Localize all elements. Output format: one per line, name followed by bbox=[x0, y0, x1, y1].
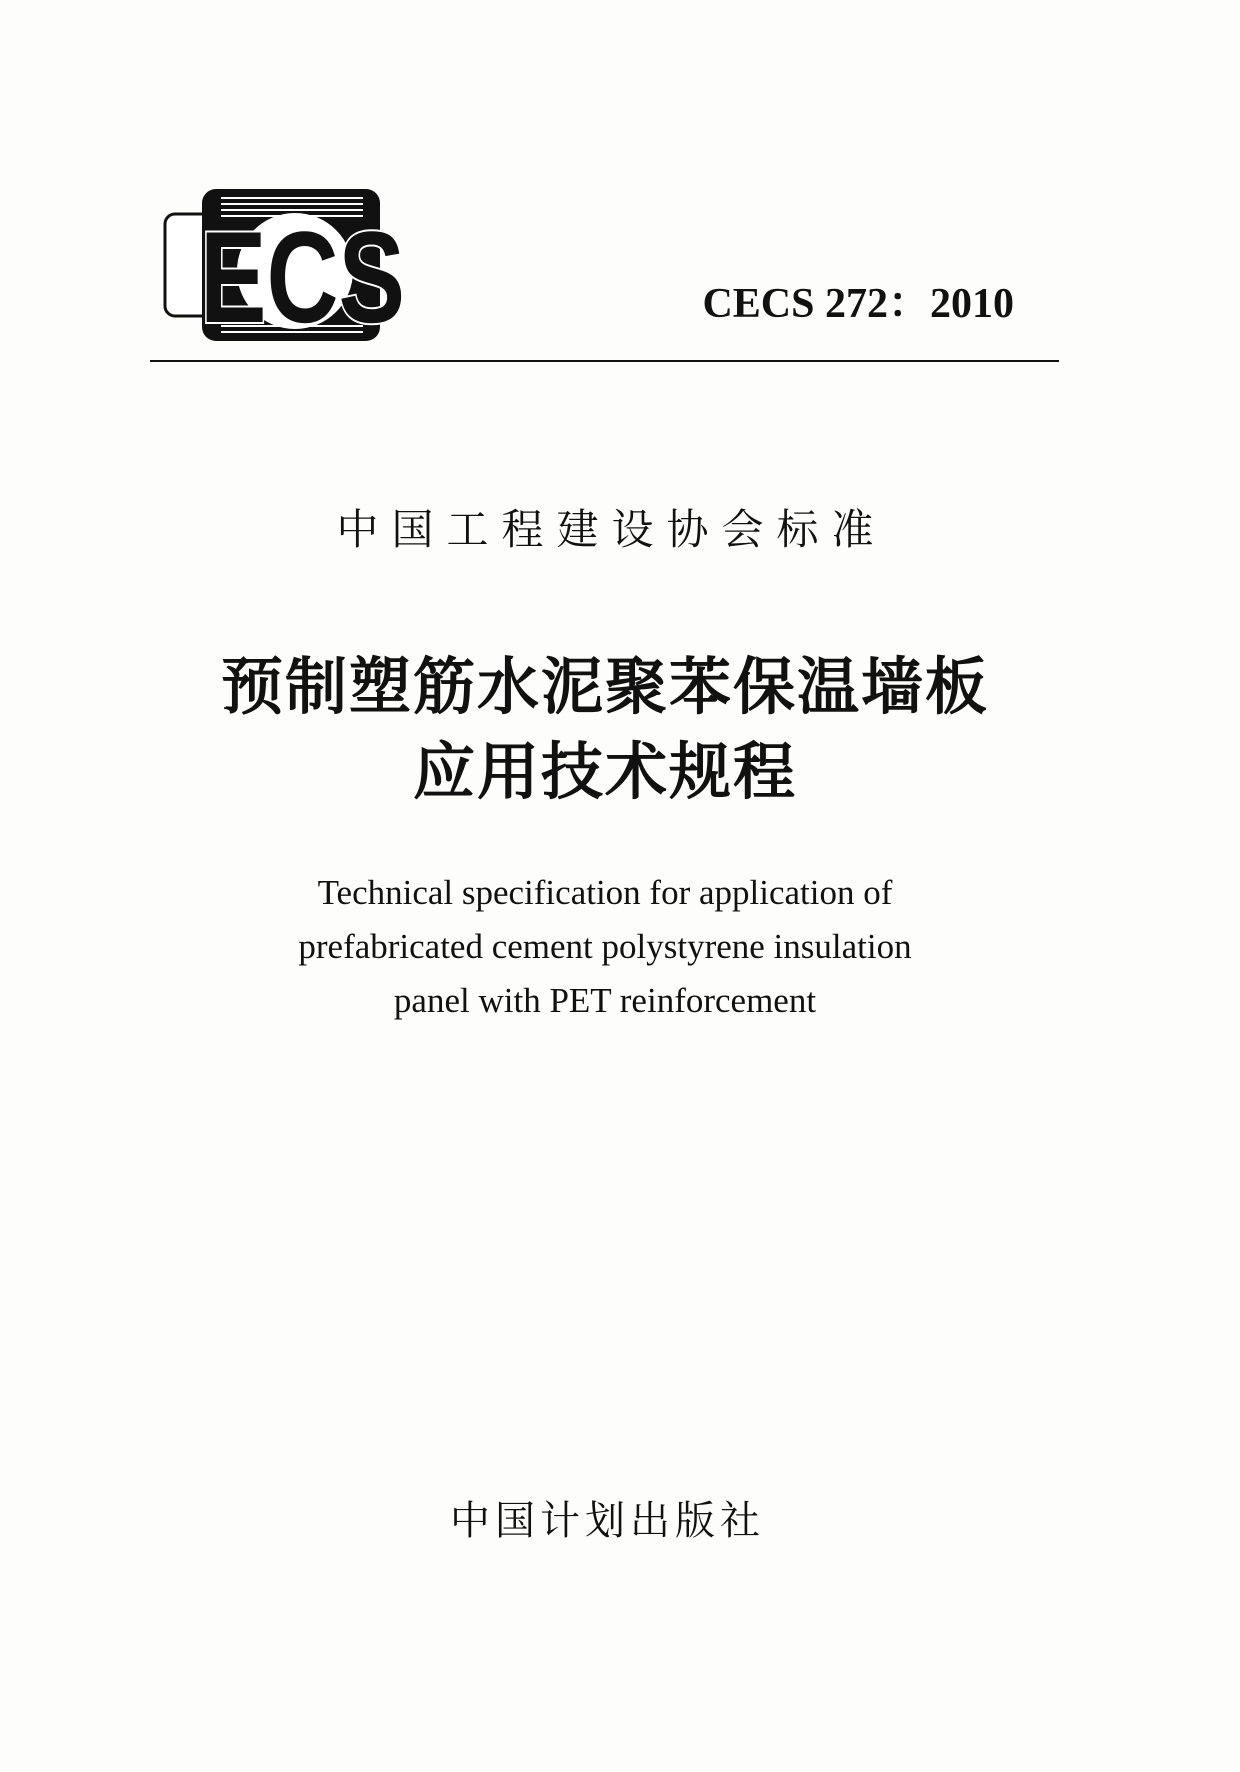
standard-number: CECS 272：2010 bbox=[702, 281, 1014, 327]
ecs-logo bbox=[163, 186, 406, 350]
title-en-line-2: prefabricated cement polystyrene insulation bbox=[298, 927, 912, 966]
title-zh-line-1: 预制塑筋水泥聚苯保温墙板 bbox=[220, 650, 989, 723]
title-en-line-1: Technical specification for application of bbox=[317, 873, 893, 912]
standard-series: 中国工程建设协会标准 bbox=[336, 505, 887, 554]
publisher: 中国计划出版社 bbox=[450, 1498, 765, 1544]
title-en bbox=[0, 866, 1210, 1028]
header-rule bbox=[150, 360, 1059, 362]
title-zh-line-2: 应用技术规程 bbox=[412, 735, 797, 808]
title-en-line-3: panel with PET reinforcement bbox=[393, 981, 817, 1020]
logo-lettering: ECS bbox=[200, 204, 405, 350]
